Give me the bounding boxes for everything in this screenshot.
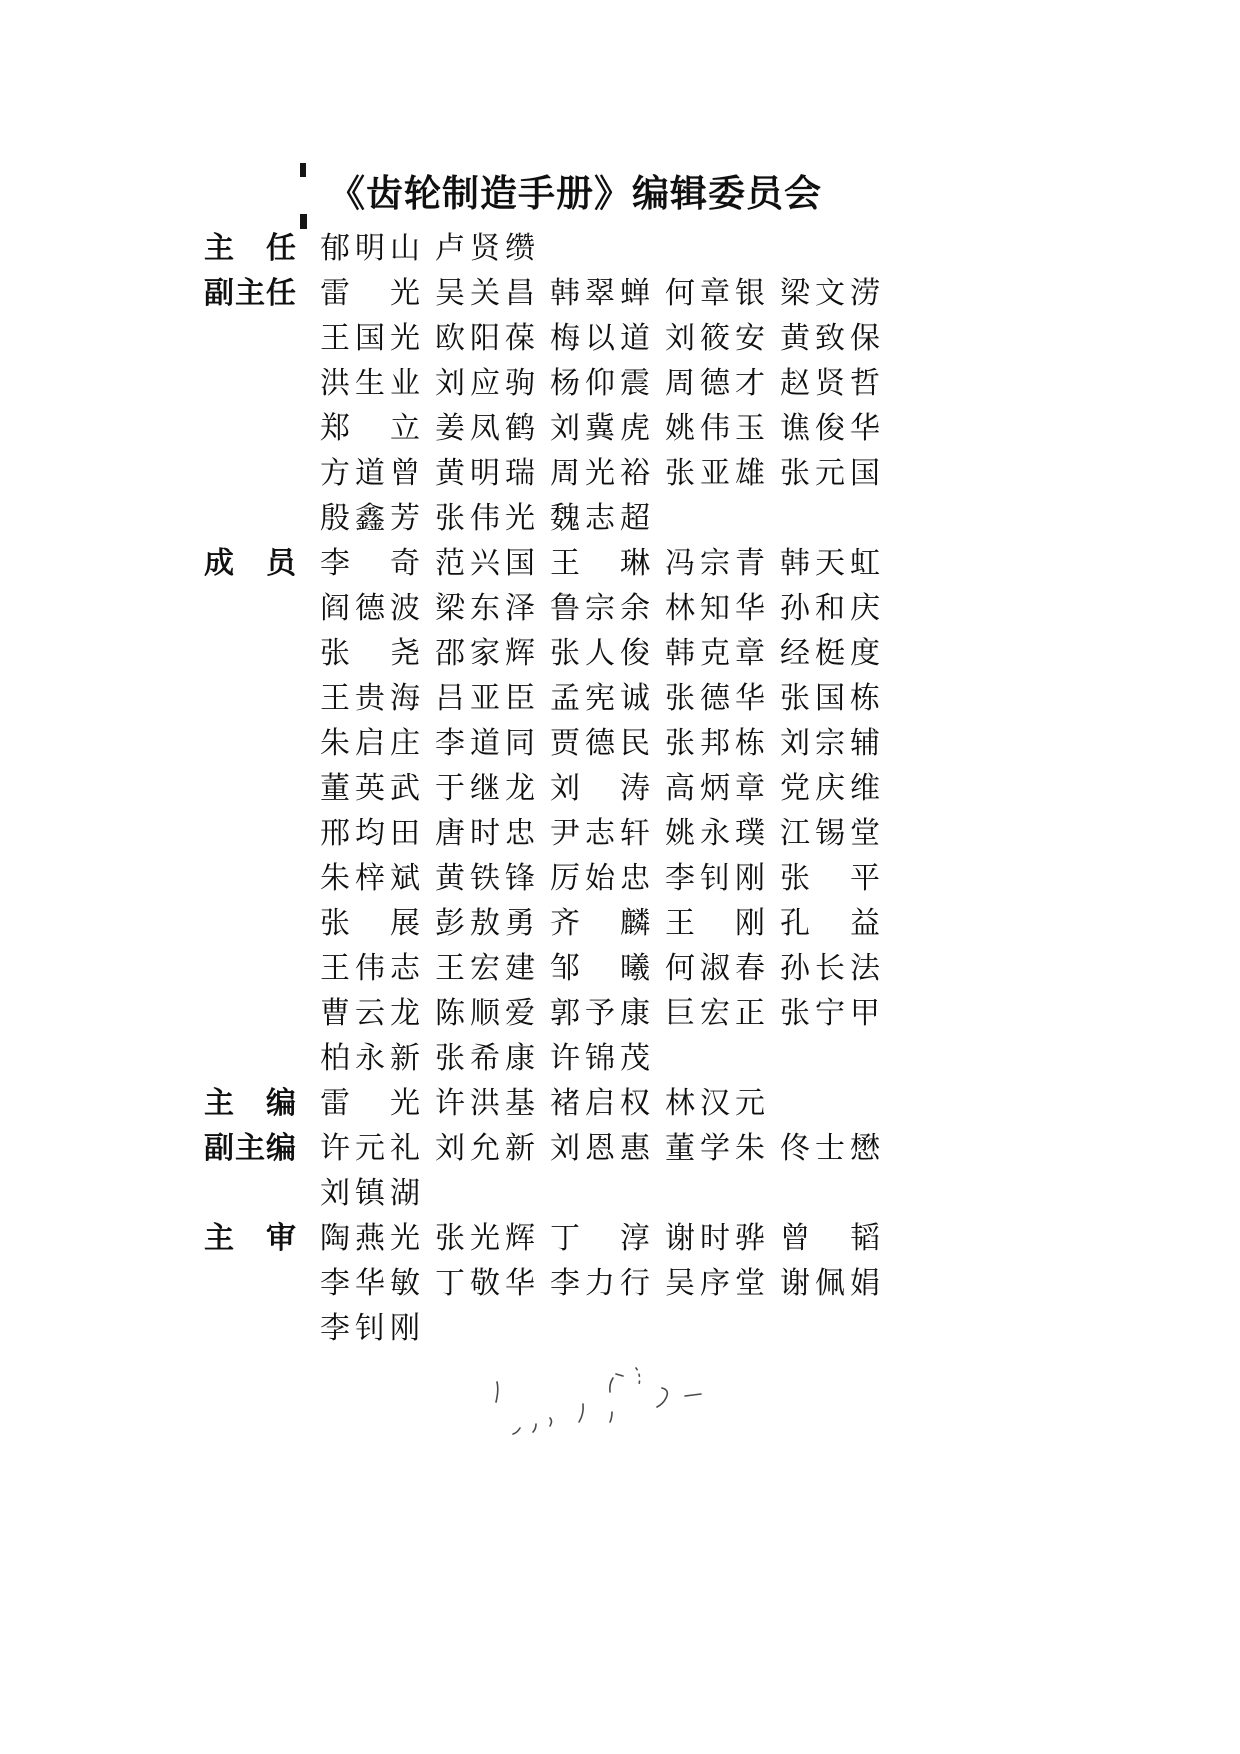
member-row [320, 451, 895, 496]
member-name: 谢时骅 [665, 1222, 770, 1255]
member-name: 唐时忠 [435, 817, 540, 850]
member-name: 李钊刚 [665, 862, 770, 895]
member-name: 于继龙 [435, 772, 540, 805]
member-name: 黄致保 [780, 322, 885, 355]
committee-section [204, 1126, 895, 1216]
member-row [320, 1216, 895, 1261]
member-name: 邵家辉 [435, 637, 540, 670]
member-row [320, 406, 895, 451]
member-name: 佟士懋 [780, 1132, 885, 1165]
member-name: 彭敖勇 [435, 907, 540, 940]
member-row [320, 271, 895, 316]
member-name: 卢贤缵 [435, 232, 540, 265]
committee-section [204, 271, 895, 541]
member-name: 齐 麟 [550, 907, 655, 940]
member-name: 张 尧 [320, 637, 425, 670]
member-row [320, 541, 895, 586]
member-name: 欧阳葆 [435, 322, 540, 355]
member-name: 李 奇 [320, 547, 425, 580]
member-name: 孟宪诚 [550, 682, 655, 715]
member-name: 王宏建 [435, 952, 540, 985]
member-row [320, 586, 895, 631]
member-name: 江锡堂 [780, 817, 885, 850]
member-name: 刘恩惠 [550, 1132, 655, 1165]
member-rows [320, 1126, 895, 1216]
member-name: 梁文涝 [780, 277, 885, 310]
role-label: 副主任 [204, 277, 297, 310]
member-row [320, 946, 895, 991]
role-label: 主 审 [204, 1222, 297, 1255]
member-name: 张宁甲 [780, 997, 885, 1030]
member-name: 曾 韬 [780, 1222, 885, 1255]
member-rows [320, 1081, 895, 1126]
member-name: 丁敬华 [435, 1267, 540, 1300]
member-name: 洪生业 [320, 367, 425, 400]
member-row [320, 496, 895, 541]
member-name: 张德华 [665, 682, 770, 715]
role-label: 副主编 [204, 1132, 297, 1165]
member-name: 梅以道 [550, 322, 655, 355]
member-name: 郑 立 [320, 412, 425, 445]
member-name: 赵贤哲 [780, 367, 885, 400]
member-name: 刘 涛 [550, 772, 655, 805]
member-name: 王国光 [320, 322, 425, 355]
role-label: 主 编 [204, 1087, 297, 1120]
member-row [320, 901, 895, 946]
member-name: 李钊刚 [320, 1312, 425, 1345]
member-name: 许洪基 [435, 1087, 540, 1120]
member-row [320, 676, 895, 721]
member-name: 柏永新 [320, 1042, 425, 1075]
role-label: 成 员 [204, 547, 297, 580]
member-row [320, 766, 895, 811]
member-name: 王 琳 [550, 547, 655, 580]
member-row [320, 1081, 895, 1126]
member-row [320, 1261, 895, 1306]
member-name: 丁 淳 [550, 1222, 655, 1255]
member-row [320, 721, 895, 766]
member-row [320, 361, 895, 406]
member-name: 刘筱安 [665, 322, 770, 355]
member-name: 范兴国 [435, 547, 540, 580]
member-name: 雷 光 [320, 277, 425, 310]
member-name: 姜凤鹤 [435, 412, 540, 445]
member-name: 吴关昌 [435, 277, 540, 310]
role-label: 主 任 [204, 232, 297, 265]
member-row [320, 226, 895, 271]
member-name: 韩翠蝉 [550, 277, 655, 310]
member-name: 谯俊华 [780, 412, 885, 445]
member-row [320, 1036, 895, 1081]
member-name: 黄铁锋 [435, 862, 540, 895]
member-name: 何淑春 [665, 952, 770, 985]
member-name: 姚永璞 [665, 817, 770, 850]
member-name: 殷鑫芳 [320, 502, 425, 535]
member-rows [320, 1216, 895, 1351]
committee [204, 226, 895, 1351]
committee-section [204, 226, 895, 271]
member-name: 刘宗辅 [780, 727, 885, 760]
member-name: 李华敏 [320, 1267, 425, 1300]
member-rows [320, 271, 895, 541]
member-name: 张国栋 [780, 682, 885, 715]
member-name: 许元礼 [320, 1132, 425, 1165]
committee-section [204, 1081, 895, 1126]
member-name: 李力行 [550, 1267, 655, 1300]
member-name: 朱梓斌 [320, 862, 425, 895]
member-name: 王伟志 [320, 952, 425, 985]
member-name: 林知华 [665, 592, 770, 625]
member-row [320, 316, 895, 361]
member-name: 鲁宗余 [550, 592, 655, 625]
page-title: 《齿轮制造手册》编辑委员会 [328, 173, 822, 214]
member-name: 褚启权 [550, 1087, 655, 1120]
member-name: 王 刚 [665, 907, 770, 940]
member-name: 林汉元 [665, 1087, 770, 1120]
committee-section [204, 1216, 895, 1351]
member-name: 张人俊 [550, 637, 655, 670]
member-name: 王贵海 [320, 682, 425, 715]
member-name: 韩克章 [665, 637, 770, 670]
member-name: 巨宏正 [665, 997, 770, 1030]
member-name: 何章银 [665, 277, 770, 310]
member-name: 郭予康 [550, 997, 655, 1030]
member-name: 张元国 [780, 457, 885, 490]
member-name: 曹云龙 [320, 997, 425, 1030]
member-name: 邹 曦 [550, 952, 655, 985]
member-name: 张 展 [320, 907, 425, 940]
member-row [320, 856, 895, 901]
member-name: 刘允新 [435, 1132, 540, 1165]
member-name: 陶燕光 [320, 1222, 425, 1255]
member-name: 谢佩娟 [780, 1267, 885, 1300]
member-name: 张光辉 [435, 1222, 540, 1255]
member-name: 张亚雄 [665, 457, 770, 490]
member-name: 韩天虹 [780, 547, 885, 580]
member-name: 孙长法 [780, 952, 885, 985]
member-name: 黄明瑞 [435, 457, 540, 490]
member-name: 董学朱 [665, 1132, 770, 1165]
member-rows [320, 541, 895, 1081]
member-name: 梁东泽 [435, 592, 540, 625]
committee-section [204, 541, 895, 1081]
member-name: 贾德民 [550, 727, 655, 760]
handwriting-scribble-marks [440, 1360, 740, 1470]
member-name: 朱启庄 [320, 727, 425, 760]
member-name: 吕亚臣 [435, 682, 540, 715]
member-name: 杨仰震 [550, 367, 655, 400]
member-name: 许锦茂 [550, 1042, 655, 1075]
member-row [320, 1306, 895, 1351]
scan-speck [300, 163, 306, 177]
member-name: 陈顺爱 [435, 997, 540, 1030]
member-name: 孔 益 [780, 907, 885, 940]
member-name: 厉始忠 [550, 862, 655, 895]
member-rows [320, 226, 895, 271]
member-name: 刘镇湖 [320, 1177, 425, 1210]
member-name: 高炳章 [665, 772, 770, 805]
member-name: 董英武 [320, 772, 425, 805]
member-name: 张希康 [435, 1042, 540, 1075]
member-row [320, 1126, 895, 1171]
member-name: 经梃度 [780, 637, 885, 670]
member-name: 尹志轩 [550, 817, 655, 850]
member-name: 李道同 [435, 727, 540, 760]
member-name: 孙和庆 [780, 592, 885, 625]
member-name: 刘冀虎 [550, 412, 655, 445]
member-name: 阎德波 [320, 592, 425, 625]
member-name: 雷 光 [320, 1087, 425, 1120]
member-name: 冯宗青 [665, 547, 770, 580]
member-name: 张邦栋 [665, 727, 770, 760]
member-row [320, 1171, 895, 1216]
member-name: 周德才 [665, 367, 770, 400]
member-name: 刘应驹 [435, 367, 540, 400]
member-name: 郁明山 [320, 232, 425, 265]
member-name: 党庆维 [780, 772, 885, 805]
member-row [320, 631, 895, 676]
member-name: 张伟光 [435, 502, 540, 535]
member-name: 方道曾 [320, 457, 425, 490]
member-row [320, 991, 895, 1036]
member-name: 魏志超 [550, 502, 655, 535]
member-name: 邢均田 [320, 817, 425, 850]
member-name: 吴序堂 [665, 1267, 770, 1300]
member-name: 张 平 [780, 862, 885, 895]
member-row [320, 811, 895, 856]
member-name: 周光裕 [550, 457, 655, 490]
member-name: 姚伟玉 [665, 412, 770, 445]
